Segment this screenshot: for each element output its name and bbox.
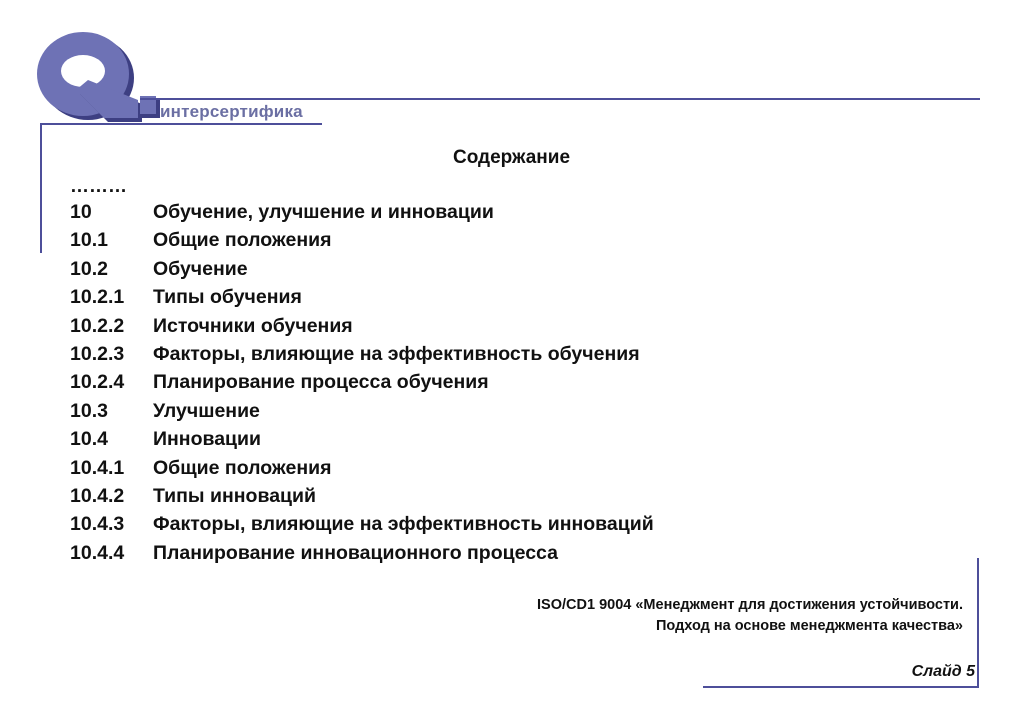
toc-item-title: Общие положения xyxy=(153,229,332,252)
toc-item xyxy=(70,454,654,482)
toc-item-number: 10.2.3 xyxy=(70,342,125,365)
toc-item-title: Обучение xyxy=(153,257,248,280)
left-frame-rule xyxy=(40,123,42,253)
toc-item xyxy=(70,226,654,254)
brand-name: интерсертифика xyxy=(160,102,303,121)
toc-item xyxy=(70,510,654,538)
toc-item-number: 10.3 xyxy=(70,399,108,422)
slide-number: Слайд 5 xyxy=(911,663,975,680)
right-frame-rule xyxy=(977,558,979,688)
intercertifica-logo xyxy=(30,22,165,130)
toc-item-title: Планирование процесса обучения xyxy=(153,371,489,394)
toc-item-number: 10 xyxy=(70,201,92,223)
toc-item-number: 10.2 xyxy=(70,257,108,280)
header-underline-rule xyxy=(40,123,322,125)
header-rule xyxy=(140,98,980,100)
toc-item-title: Инновации xyxy=(153,428,262,451)
toc-item xyxy=(70,255,654,283)
toc-item-title: Планирование инновационного процесса xyxy=(153,541,558,564)
toc-item-number: 10.4 xyxy=(70,428,108,451)
toc-ellipsis: ……… xyxy=(70,176,127,197)
toc-item-title: Типы инноваций xyxy=(153,484,316,507)
toc-item-title: Типы обучения xyxy=(153,286,302,309)
toc-item-number: 10.2.1 xyxy=(70,286,125,309)
toc-item-number: 10.2.4 xyxy=(70,371,125,394)
toc-item xyxy=(70,425,654,453)
toc-item xyxy=(70,198,654,226)
toc-item-number: 10.4.4 xyxy=(70,541,125,564)
toc-item-number: 10.4.1 xyxy=(70,456,125,479)
toc-list xyxy=(70,198,654,567)
toc-item-title: Факторы, влияющие на эффективность инноваций xyxy=(153,513,654,536)
source-line-2: Подход на основе менеджмента качества» xyxy=(655,618,963,634)
toc-item xyxy=(70,482,654,510)
toc-item-number: 10.2.2 xyxy=(70,314,125,337)
toc-item xyxy=(70,397,654,425)
toc-item-title: Улучшение xyxy=(153,399,260,422)
toc-item xyxy=(70,539,654,567)
toc-item-number: 10.4.3 xyxy=(70,513,125,536)
toc-item xyxy=(70,340,654,368)
toc-item-number: 10.1 xyxy=(70,229,108,252)
toc-item xyxy=(70,368,654,396)
toc-item-title: Общие положения xyxy=(153,456,332,479)
toc-item xyxy=(70,283,654,311)
footer-rule xyxy=(703,686,979,688)
toc-item-title: Факторы, влияющие на эффективность обучения xyxy=(153,342,640,365)
toc-item-title: Источники обучения xyxy=(153,314,353,337)
toc-item xyxy=(70,312,654,340)
toc-item-number: 10.4.2 xyxy=(70,484,125,507)
toc-title: Содержание xyxy=(452,147,571,168)
source-citation xyxy=(537,595,963,637)
source-line-1: ISO/CD1 9004 «Менеджмент для достижения устойчивости. xyxy=(537,597,963,613)
toc-item-title: Обучение, улучшение и инновации xyxy=(153,201,494,223)
